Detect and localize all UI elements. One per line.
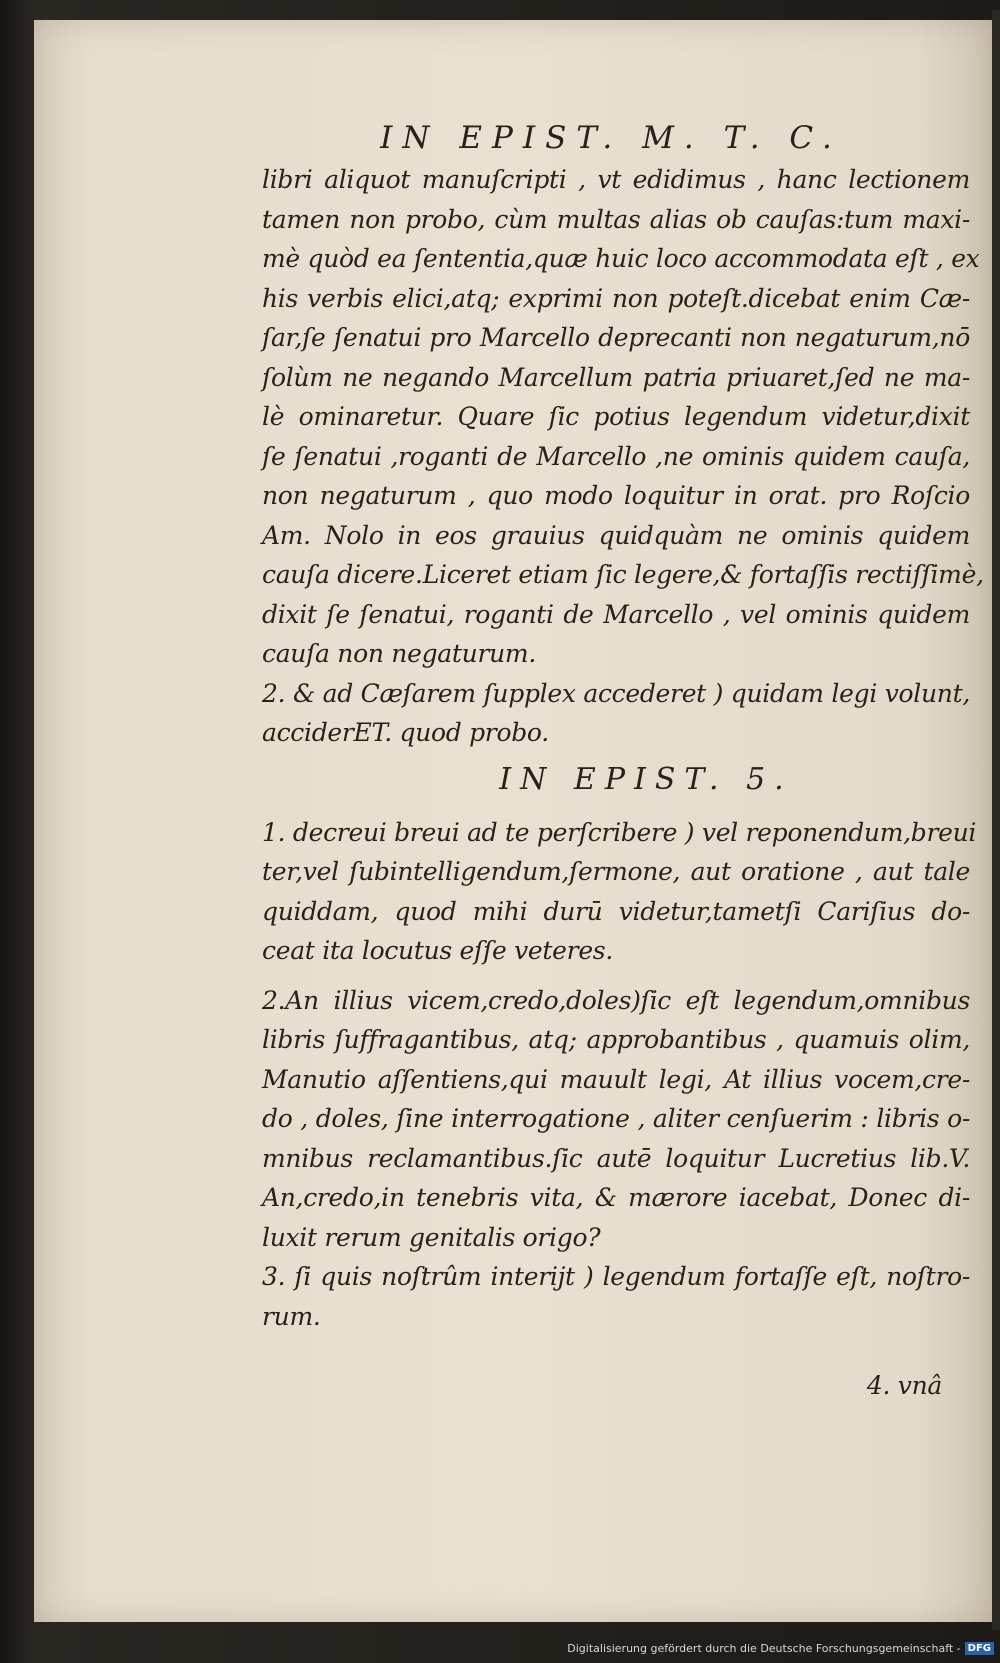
text-line: 1. decreui breui ad te perſcribere ) vel reponendum,breui (262, 817, 977, 847)
section-heading: IN EPIST. 5. (499, 761, 793, 797)
running-header: IN EPIST. M. T. C. (380, 120, 842, 156)
text-line: libris ſuffragantibus, atq; approbantibus , quamuis olim, (262, 1025, 970, 1054)
text-line: lè ominaretur. Quare ſic potius legendum videtur,dixit (262, 402, 970, 431)
text-line: ter,vel ſubintelligendum,ſermone, aut oratione , aut tale (262, 857, 970, 886)
footer-credit (567, 1639, 994, 1657)
text-line: libri aliquot manuſcripti , vt edidimus , hanc lectionem (262, 165, 970, 194)
text-line: luxit rerum genitalis origo? (262, 1222, 601, 1252)
page-text (262, 116, 984, 1406)
paragraph-block-1 (262, 160, 984, 674)
footer-text: Digitalisierung gefördert durch die Deutsche Forschungsgemeinschaft - (567, 1641, 961, 1655)
paragraph-block-2 (262, 674, 970, 753)
text-line: dixit ſe ſenatui, roganti de Marcello , vel ominis quidem (262, 599, 970, 629)
text-line: An,credo,in tenebris vita, & mærore iacebat, Donec di- (262, 1183, 970, 1212)
text-line: quiddam, quod mihi durū videtur,tametſi Cariſius do- (262, 896, 970, 926)
text-line: mè quòd ea ſententia,quæ huic loco accommodata eſt , ex (262, 244, 980, 273)
text-line: ſolùm ne negando Marcellum patria priuaret,ſed ne ma- (262, 362, 970, 392)
text-line: do , doles, ſine interrogatione , aliter cenſuerim : libris o- (262, 1104, 970, 1133)
text-line: tamen non probo, cùm multas alias ob cauſas:tum maxi- (262, 204, 970, 234)
dfg-logo: DFG (965, 1642, 994, 1655)
scan-edge (992, 10, 1000, 1630)
paragraph-block-4 (262, 981, 970, 1258)
spacer (262, 971, 970, 981)
paragraph-block-3 (262, 813, 977, 971)
text-line: 2. & ad Cæſarem ſupplex accederet ) quidam legi volunt, (262, 678, 970, 708)
text-line: ſe ſenatui ,roganti de Marcello ,ne ominis quidem cauſa, (262, 441, 970, 471)
catchword: 4. vnâ (866, 1371, 942, 1400)
text-line: 3. ſi quis noſtrûm interijt ) legendum fortaſſe eſt, noſtro- (262, 1262, 970, 1291)
text-line: 2.An illius vicem,credo,doles)ſic eſt legendum,omnibus (262, 985, 970, 1015)
text-line: cauſa non negaturum. (262, 639, 536, 668)
paragraph-block-5 (262, 1257, 970, 1336)
text-line: rum. (262, 1301, 321, 1331)
text-line: cauſa dicere.Liceret etiam ſic legere,& fortaſſis rectiſſimè, (262, 560, 984, 589)
text-line: Manutio aſſentiens,qui mauult legi, At illius vocem,cre- (262, 1064, 970, 1094)
text-line: ſar,ſe ſenatui pro Marcello deprecanti non negaturum,nō (262, 323, 970, 352)
text-line: Am. Nolo in eos grauius quidquàm ne ominis quidem (262, 520, 970, 550)
text-line: non negaturum , quo modo loquitur in orat. pro Roſcio (262, 481, 970, 510)
text-line: ceat ita locutus eſſe veteres. (262, 936, 613, 965)
text-line: acciderET. quod probo. (262, 718, 549, 747)
text-line: his verbis elici,atq; exprimi non poteſt.dicebat enim Cæ- (262, 283, 970, 313)
text-line: mnibus reclamantibus.ſic autē loquitur Lucretius lib.V. (262, 1143, 970, 1173)
